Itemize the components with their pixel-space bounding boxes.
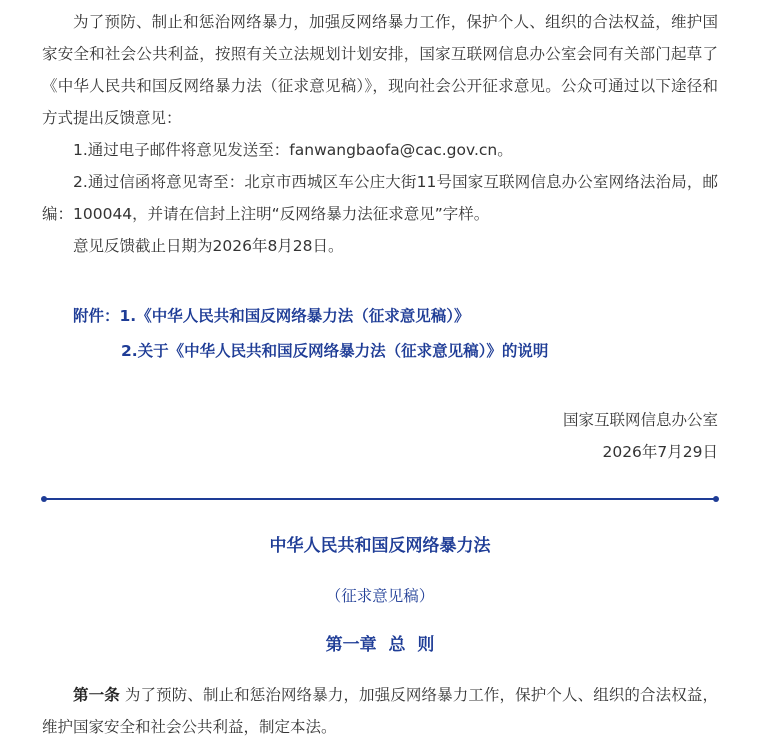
- feedback-item-mail: 2.通过信函将意见寄至：北京市西城区车公庄大街11号国家互联网信息办公室网络法治局，邮编：100044，并请在信封上注明“反网络暴力法征求意见”字样。: [42, 173, 718, 223]
- attachment-2: [42, 335, 718, 367]
- article-1-number: 第一条: [73, 686, 120, 704]
- chapter-heading: 第一章 总 则: [325, 635, 435, 655]
- email-item-prefix: 1.通过电子邮件将意见发送至：: [73, 141, 290, 159]
- email-item-suffix: 。: [497, 141, 513, 159]
- attachment-2-link[interactable]: 2.关于《中华人民共和国反网络暴力法（征求意见稿）》的说明: [121, 342, 549, 360]
- attachment-1-link[interactable]: 1.《中华人民共和国反网络暴力法（征求意见稿）》: [119, 307, 470, 325]
- section-divider: [42, 498, 718, 500]
- law-subtitle: （征求意见稿）: [325, 587, 435, 605]
- signature-date: 2026年7月29日: [602, 443, 718, 461]
- feedback-deadline: 意见反馈截止日期为2026年8月28日。: [73, 237, 344, 255]
- feedback-email-link[interactable]: fanwangbaofa@cac.gov.cn: [289, 141, 498, 159]
- article-1-text: 为了预防、制止和惩治网络暴力，加强反网络暴力工作，保护个人、组织的合法权益，维护国家安全和社会公共利益，制定本法。: [42, 686, 718, 736]
- document-body: [42, 0, 718, 743]
- attachment-label: 附件：: [73, 307, 120, 325]
- divider-dot-right: [713, 496, 719, 502]
- intro-paragraph: 为了预防、制止和惩治网络暴力，加强反网络暴力工作，保护个人、组织的合法权益，维护国家安全和社会公共利益，按照有关立法规划计划安排，国家互联网信息办公室会同有关部门起草了《中华人民共和国反网络暴力法（征求意见稿）》，现向社会公开征求意见。公众可通过以下途径和方式提出反馈意见：: [42, 13, 718, 127]
- signature-org: 国家互联网信息办公室: [562, 411, 718, 429]
- divider-dot-left: [41, 496, 47, 502]
- article-1: [42, 679, 718, 743]
- feedback-item-email: [42, 134, 718, 166]
- law-title: 中华人民共和国反网络暴力法: [269, 536, 491, 556]
- attachment-1: [42, 300, 718, 332]
